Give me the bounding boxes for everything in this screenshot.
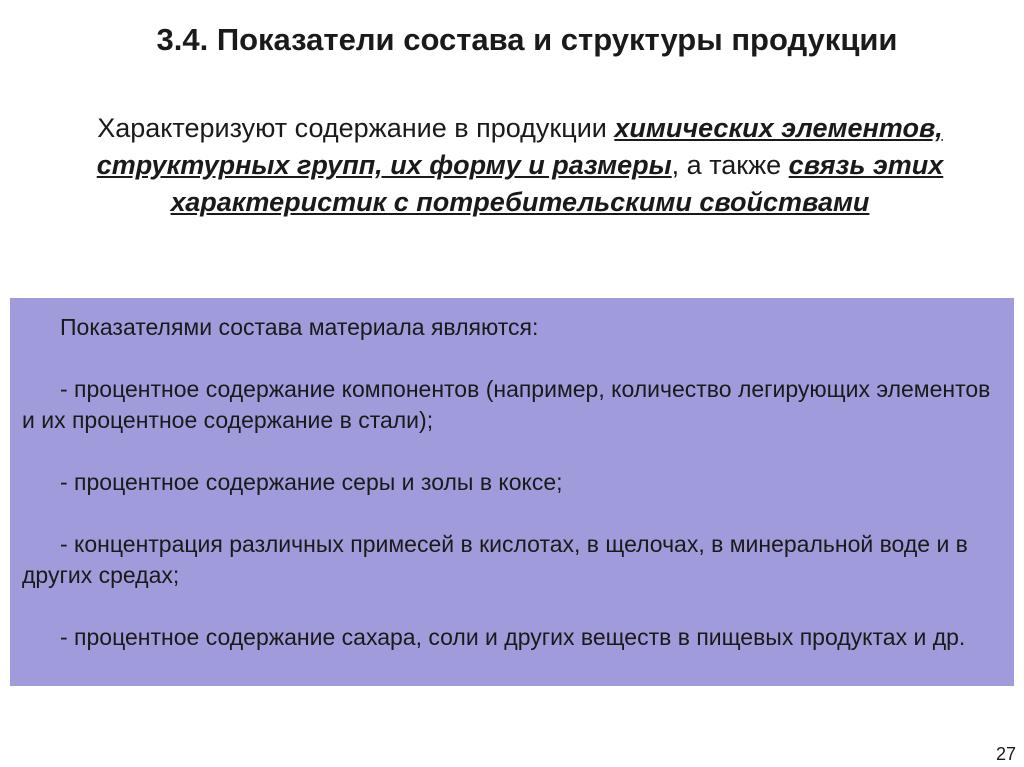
list-item: - концентрация различных примесей в кислотах, в щелочах, в минеральной воде и в других средах; [22,531,968,588]
list-item: - процентное содержание серы и золы в коксе; [60,469,563,495]
intro-text-2: , а также [671,150,789,180]
intro-text-1: Характеризуют содержание в продукции [97,113,615,143]
composition-box [10,298,1014,686]
list-item: - процентное содержание сахара, соли и других веществ в пищевых продуктах и др. [60,624,966,650]
intro-paragraph [70,110,970,221]
list-item: - процентное содержание компонентов (например, количество легирующих элементов и их процентное содержание в стали); [22,376,991,433]
box-heading: Показателями состава материала являются: [60,314,539,340]
intro-emphasis-2: связь этих характеристик с потребительскими свойствами [170,150,944,217]
intro-emphasis-1: химических элементов, структурных групп, их форму и размеры [96,113,943,180]
page-number: 27 [995,744,1016,764]
slide-title: 3.4. Показатели состава и структуры продукции [156,22,898,57]
